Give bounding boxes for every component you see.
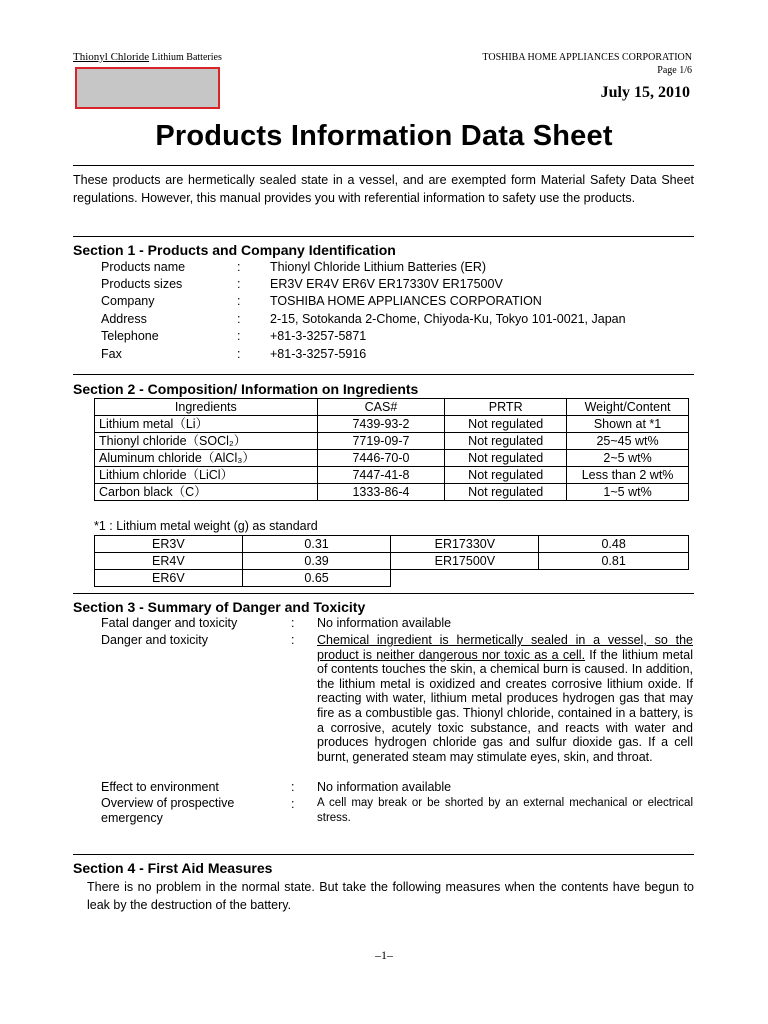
column-header: Ingredients [95,399,318,416]
colon: : [237,329,241,343]
document-type-bold: Thionyl Chloride [73,51,150,63]
colon: : [291,633,295,647]
table-cell: 7447-41-8 [317,467,445,484]
table-row [95,536,689,553]
table-cell: Not regulated [445,467,567,484]
emergency-value: A cell may break or be shorted by an external mechanical or electrical stress. [317,797,693,824]
page-title: Products Information Data Sheet [155,120,613,152]
table-row [95,484,689,501]
divider [73,236,694,237]
colon: : [237,277,241,291]
divider [73,165,694,166]
table-cell: ER17500V [391,553,539,570]
colon: : [291,797,295,811]
danger-toxicity-label: Danger and toxicity [101,633,209,647]
table-cell: 1333-86-4 [317,484,445,501]
info-label: Address [101,312,147,326]
table-row [95,553,689,570]
info-value: ER3V ER4V ER6V ER17330V ER17500V [270,277,503,291]
document-date: July 15, 2010 [600,84,690,101]
table-cell: Not regulated [445,484,567,501]
lithium-weight-note: *1 : Lithium metal weight (g) as standard [94,519,318,533]
colon: : [237,294,241,308]
table-cell: Aluminum chloride（AlCl₃） [95,450,318,467]
table-cell: 0.31 [242,536,391,553]
colon: : [237,347,241,361]
table-cell: 7439-93-2 [317,416,445,433]
section-1-heading: Section 1 - Products and Company Identification [73,242,396,258]
table-row [95,467,689,484]
table-cell: Not regulated [445,450,567,467]
company-header: TOSHIBA HOME APPLIANCES CORPORATION [482,52,692,63]
info-value: +81-3-3257-5916 [270,347,367,361]
table-cell: 0.39 [242,553,391,570]
page-number: Page 1/6 [657,65,692,76]
table-cell: 7719-09-7 [317,433,445,450]
table-cell: Carbon black（C） [95,484,318,501]
column-header: CAS# [317,399,445,416]
info-label: Company [101,294,155,308]
table-cell-empty [391,570,539,587]
table-cell: 0.81 [539,553,689,570]
colon: : [237,260,241,274]
info-label: Products name [101,260,186,274]
table-cell: ER3V [95,536,243,553]
info-value: TOSHIBA HOME APPLIANCES CORPORATION [270,294,542,308]
logo-placeholder [75,67,220,109]
lithium-weight-table [94,535,689,587]
table-cell: Less than 2 wt% [567,467,689,484]
document-type-rest: Lithium Batteries [149,52,222,63]
danger-rest-text: If the lithium metal of contents touches the skin, a chemical burn is caused. In addition, the lithium metal is oxidized and creates corrosive lithium oxide. If reacting with water, lithium metal produces hydrogen gas that may fire as a combustible gas. Thionyl chloride, contained in a battery, is a corrosive, acutely toxic substance, and reacts with water and produces hydrogen chloride gas and sulfur dioxide gas. If a cell burnt, generated steam may stimulate eyes, skin, and throat. [317,647,693,764]
divider [73,374,694,375]
environment-label: Effect to environment [101,780,219,794]
table-cell: ER4V [95,553,243,570]
info-value: 2-15, Sotokanda 2-Chome, Chiyoda-Ku, Tokyo 101-0021, Japan [270,312,626,326]
table-cell: 1~5 wt% [567,484,689,501]
fatal-danger-value: No information available [317,616,452,630]
info-label: Fax [101,347,122,361]
table-cell: ER6V [95,570,243,587]
table-cell: ER17330V [391,536,539,553]
environment-value: No information available [317,780,452,794]
colon: : [291,616,295,630]
fatal-danger-label: Fatal danger and toxicity [101,616,238,630]
document-type-label [73,51,222,63]
table-cell: Not regulated [445,416,567,433]
table-cell: Lithium metal（Li） [95,416,318,433]
danger-toxicity-value [317,633,693,764]
table-cell: 0.65 [242,570,391,587]
table-header-row [95,399,689,416]
column-header: PRTR [445,399,567,416]
table-cell: Shown at *1 [567,416,689,433]
info-value: +81-3-3257-5871 [270,329,367,343]
table-cell: Lithium chloride（LiCl） [95,467,318,484]
table-row [95,416,689,433]
table-cell: Not regulated [445,433,567,450]
table-cell: Thionyl chloride（SOCl₂） [95,433,318,450]
table-cell: 2~5 wt% [567,450,689,467]
section-4-heading: Section 4 - First Aid Measures [73,860,273,876]
table-cell-empty [539,570,689,587]
section-2-heading: Section 2 - Composition/ Information on Ingredients [73,381,419,397]
divider [73,593,694,594]
page-footer: –1– [375,948,393,962]
danger-underlined-text: Chemical ingredient is hermetically sealed in a vessel, so the product is neither dangerous nor toxic as a cell. [317,633,693,662]
table-row [95,433,689,450]
divider [73,854,694,855]
emergency-label: Overview of prospective emergency [101,796,235,825]
intro-paragraph: These products are hermetically sealed state in a vessel, and are exempted form Material Safety Data Sheet regulations. However, this manual provides you with referential information to safety use the products. [73,173,694,205]
colon: : [237,312,241,326]
info-value: Thionyl Chloride Lithium Batteries (ER) [270,260,487,274]
column-header: Weight/Content [567,399,689,416]
table-cell: 25~45 wt% [567,433,689,450]
info-label: Telephone [101,329,159,343]
table-row [95,450,689,467]
ingredients-table [94,398,689,501]
section-3-heading: Section 3 - Summary of Danger and Toxicity [73,599,366,615]
header-right [482,51,692,77]
table-row [95,570,689,587]
table-cell: 0.48 [539,536,689,553]
info-label: Products sizes [101,277,183,291]
colon: : [291,780,295,794]
table-cell: 7446-70-0 [317,450,445,467]
first-aid-paragraph: There is no problem in the normal state. But take the following measures when the contents have begun to leak by the destruction of the battery. [87,880,694,912]
